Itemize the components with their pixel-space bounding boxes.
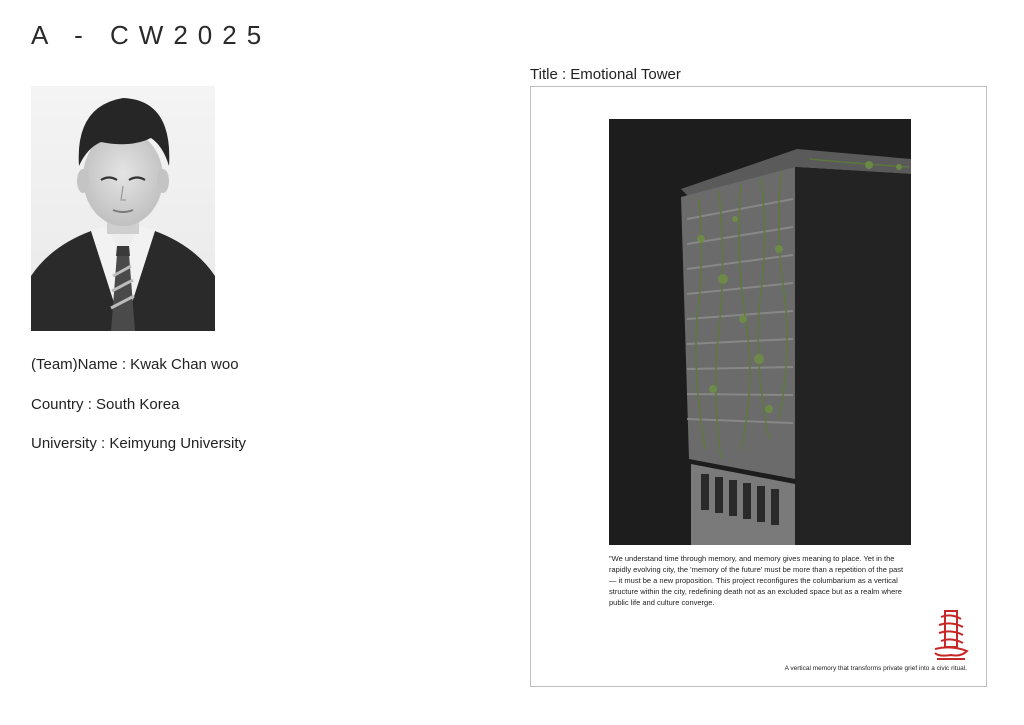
project-code: A - CW2025 xyxy=(31,20,272,50)
tower-model-icon xyxy=(931,607,971,663)
tower-illustration xyxy=(609,119,911,545)
project-statement: "We understand time through memory, and memory gives meaning to place. Yet in the rapidly evolving city, the 'memory of the future' must be more than a repetition of the past — it must be a new proposition. This project reconfigures the columbarium as a vertical structure within the city, redefining death not as an excluded space but as a realm where public life and culture converge. xyxy=(609,554,904,607)
portrait-photo xyxy=(31,86,215,331)
portrait-illustration xyxy=(31,86,215,331)
presentation-board xyxy=(530,86,987,687)
tower-render-image xyxy=(609,119,911,545)
project-title: Title : Emotional Tower xyxy=(530,66,681,83)
country: Country : South Korea xyxy=(31,396,180,413)
team-name: (Team)Name : Kwak Chan woo xyxy=(31,356,239,373)
university: University : Keimyung University xyxy=(31,435,247,452)
project-caption: A vertical memory that transforms private grief into a civic ritual. xyxy=(784,665,967,672)
